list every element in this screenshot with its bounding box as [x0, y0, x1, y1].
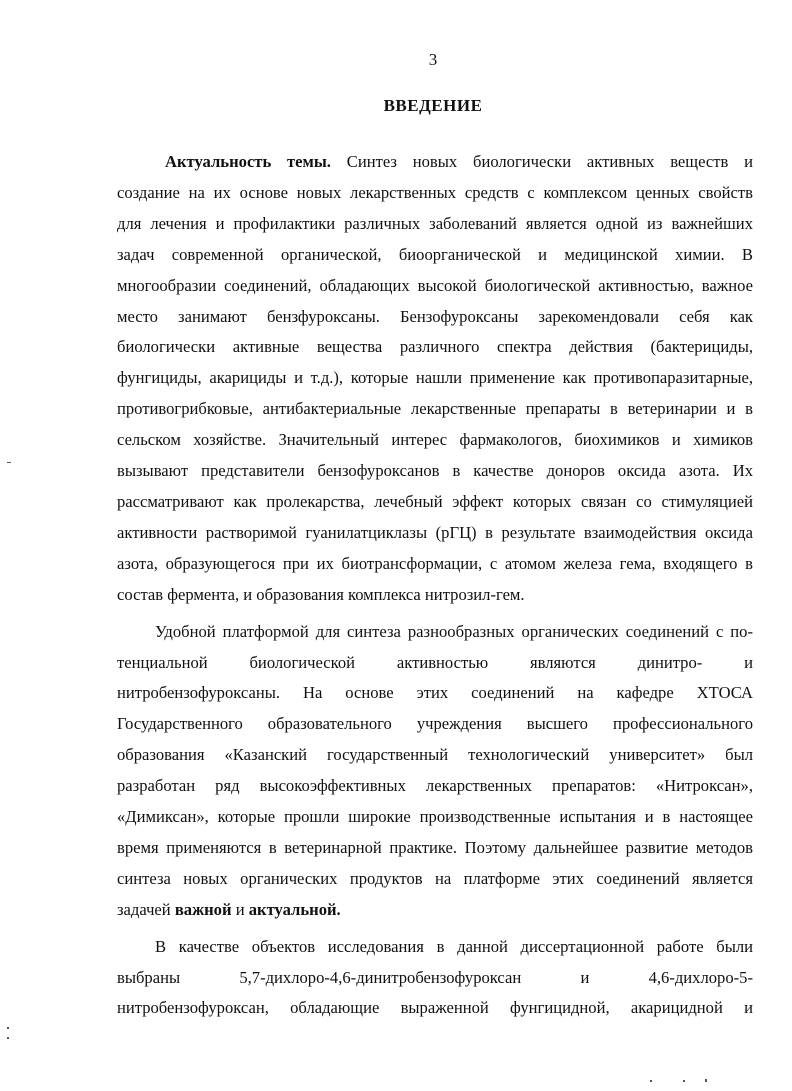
text-line: азота, образующегося при их биотрансформации, с атомом железа гема, входящего в	[117, 553, 753, 573]
text-line: создание на их основе новых лекарственных средств с комплексом ценных свойств	[117, 182, 753, 202]
text-line: «Димиксан», которые прошли широкие производственные испытания и в настоящее	[117, 807, 753, 827]
text-line: для лечения и профилактики различных заболеваний является одной из важнейших	[117, 213, 753, 233]
text-line: вызывают представители бензофуроксанов в качестве доноров оксида азота. Их	[117, 461, 753, 481]
text-line: образования «Казанский государственный технологический университет» был	[117, 745, 753, 765]
text-line: тенциальной биологической активностью являются динитро- и	[117, 652, 753, 672]
section-heading: ВВЕДЕНИЕ	[383, 96, 483, 115]
text-line	[117, 147, 753, 178]
text-line: В качестве объектов исследования в данной диссертационной работе были	[155, 936, 753, 956]
emphasis-important: важной	[174, 899, 232, 919]
page-number: 3	[428, 50, 438, 69]
emphasis-relevant: актуальной.	[248, 899, 341, 919]
text-line-content: Синтез новых биологически активных веществ и	[346, 152, 753, 171]
text-line: выбраны 5,7-дихлоро-4,6-динитробензофуроксан и 4,6-дихлоро-5-	[117, 967, 753, 987]
text-line: состав фермента, и образования комплекса нитрозил-гем.	[117, 584, 525, 604]
scan-mark	[650, 1080, 652, 1082]
scan-mark	[683, 1080, 685, 1082]
text-line: рассматривают как пролекарства, лечебный эффект которых связан со стимуляцией	[117, 491, 753, 511]
scan-mark	[7, 1037, 9, 1039]
text-fragment: и	[235, 899, 245, 919]
text-line: задач современной органической, биоорганической и медицинской химии. В	[117, 244, 753, 264]
text-line: нитробензофуроксан, обладающие выраженной фунгицидной, акарицидной и	[117, 998, 753, 1018]
scan-mark	[7, 1027, 9, 1029]
text-line: сельском хозяйстве. Значительный интерес фармакологов, биохимиков и химиков	[117, 430, 753, 450]
text-line: Государственного образовательного учреждения высшего профессионального	[117, 714, 753, 734]
paragraph-objects	[117, 932, 753, 1025]
scan-mark	[7, 462, 11, 463]
text-fragment: задачей	[117, 899, 171, 919]
text-line: разработан ряд высокоэффективных лекарственных препаратов: «Нитроксан»,	[117, 776, 753, 796]
text-line: время применяются в ветеринарной практике. Поэтому дальнейшее развитие методов	[117, 837, 753, 857]
text-line: Удобной платформой для синтеза разнообразных органических соединений с по-	[155, 621, 753, 641]
text-line: противогрибковые, антибактериальные лекарственные препараты в ветеринарии и в	[117, 399, 753, 419]
body-text	[117, 147, 753, 1024]
text-line	[117, 895, 753, 926]
text-line: фунгициды, акарициды и т.д.), которые нашли применение как противопаразитарные,	[117, 368, 753, 388]
text-line: биологически активные вещества различного спектра действия (бактерициды,	[117, 337, 753, 357]
text-line: многообразии соединений, обладающих высокой биологической активностью, важное	[117, 275, 753, 295]
paragraph-platform	[117, 617, 753, 926]
relevance-lead: Актуальность темы.	[165, 152, 331, 171]
text-line: нитробензофуроксаны. На основе этих соединений на кафедре ХТОСА	[117, 683, 753, 703]
text-line: синтеза новых органических продуктов на платформе этих соединений является	[117, 868, 753, 888]
text-line: активности растворимой гуанилатциклазы (рГЦ) в результате взаимодействия оксида	[117, 522, 753, 542]
paragraph-relevance	[117, 147, 753, 611]
scan-mark	[705, 1079, 707, 1082]
text-line: место занимают бензфуроксаны. Бензофуроксаны зарекомендовали себя как	[117, 306, 753, 326]
